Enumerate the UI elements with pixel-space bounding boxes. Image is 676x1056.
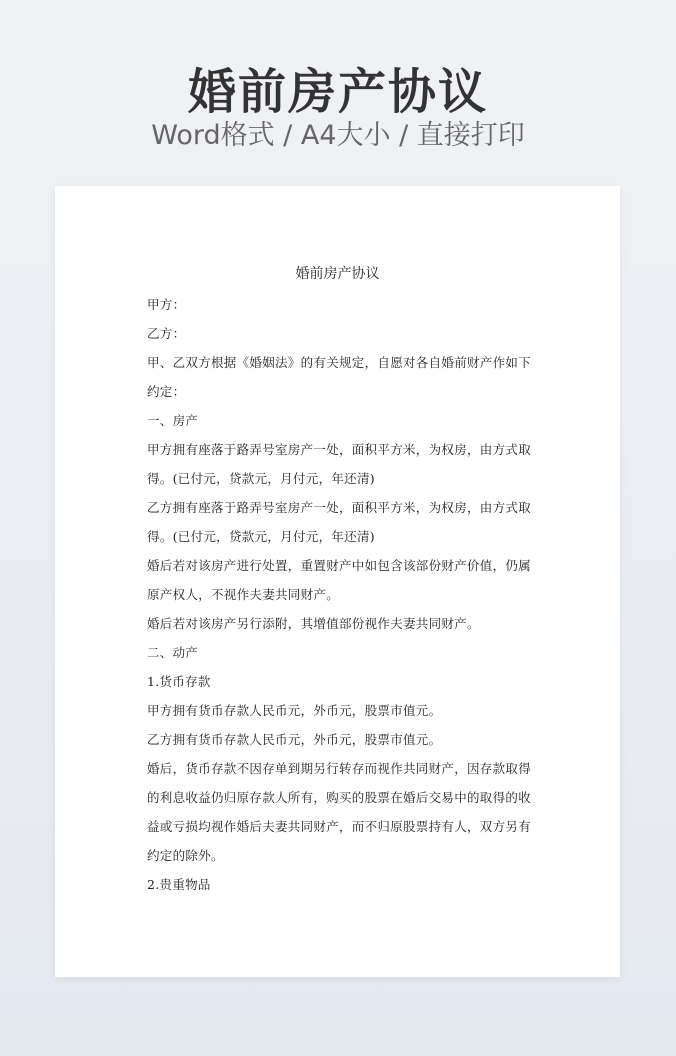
document-line: 婚后若对该房产进行处置，重置财产中如包含该部份财产价值，仍属 xyxy=(147,558,532,573)
document-line: 的利息收益仍归原存款人所有，购买的股票在婚后交易中的取得的收 xyxy=(147,790,532,805)
party-a-line: 甲方： xyxy=(147,297,186,312)
document-line: 约定： xyxy=(147,384,186,399)
subsection-heading-deposits: 1.货币存款 xyxy=(147,674,211,689)
page-title: 婚前房产协议 xyxy=(187,64,488,120)
document-line: 乙方拥有货币存款人民币元，外币元，股票市值元。 xyxy=(147,732,442,747)
document-line: 原产权人，不视作夫妻共同财产。 xyxy=(147,587,340,602)
subsection-heading-valuables: 2.贵重物品 xyxy=(147,877,211,892)
document-body xyxy=(147,290,537,899)
section-heading-movables: 二、动产 xyxy=(147,645,199,660)
document-title: 婚前房产协议 xyxy=(295,266,380,282)
document-page xyxy=(55,186,620,977)
document-line: 益或亏损均视作婚后夫妻共同财产，而不归原股票持有人，双方另有 xyxy=(147,819,532,834)
document-line: 甲、乙双方根据《婚姻法》的有关规定，自愿对各自婚前财产作如下 xyxy=(147,355,532,370)
document-line: 甲方拥有座落于路弄号室房产一处，面积平方米，为权房，由方式取 xyxy=(147,442,532,457)
section-heading-property: 一、房产 xyxy=(147,413,199,428)
header-banner xyxy=(0,0,676,186)
document-line: 得。(已付元，贷款元，月付元，年还清) xyxy=(147,471,375,486)
document-line: 甲方拥有货币存款人民币元，外币元，股票市值元。 xyxy=(147,703,442,718)
document-line: 得。(已付元，贷款元，月付元，年还清) xyxy=(147,529,375,544)
document-line: 婚后，货币存款不因存单到期另行转存而视作共同财产，因存款取得 xyxy=(147,761,532,776)
page-subtitle: Word格式 / A4大小 / 直接打印 xyxy=(151,120,525,151)
document-line: 约定的除外。 xyxy=(147,848,224,863)
document-line: 婚后若对该房产另行添附，其增值部份视作夫妻共同财产。 xyxy=(147,616,480,631)
document-line: 乙方拥有座落于路弄号室房产一处，面积平方米，为权房，由方式取 xyxy=(147,500,532,515)
party-b-line: 乙方： xyxy=(147,326,186,341)
